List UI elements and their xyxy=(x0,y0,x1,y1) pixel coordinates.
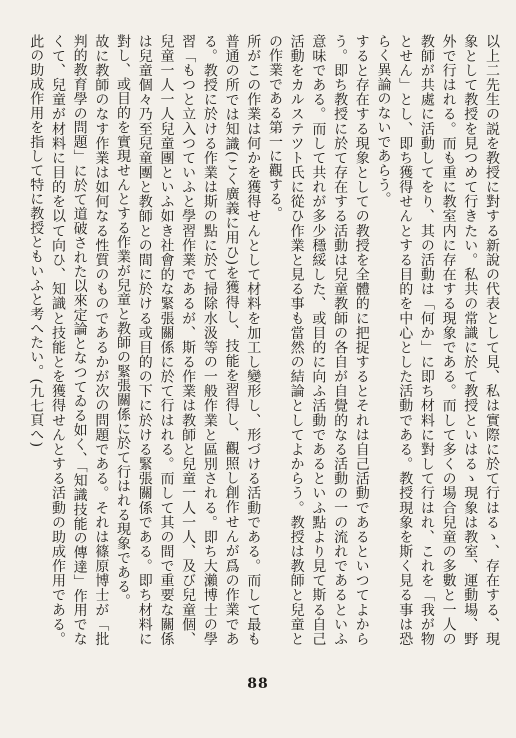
paragraph-4: 故に教師のなす作業は如何なる性質のものであるかが次の問題である。それは篠原博士が「批判的教育學の問題」に於て道破された以來定論となつてゐる如く、「知識技能の傳達」作用でなくて、兒童が材料に目的を以て向ひ、知識と技能とを獲得せんとする活動の助成作用である。此の助成作用を指して特に教授ともいふと考へたい。(九七頁へ) xyxy=(28,34,110,646)
body-text xyxy=(10,34,502,646)
page-number: 88 xyxy=(247,676,269,692)
paragraph-3: 所がこの作業は何かを獲得せんとして材料を加工し變形し、形づける活動である。而して最も普通の所では知識(こく廣義に用ひ)を獲得し、技能を習得し、觀照し創作せんが爲の作業である。教授に於ける作業は斯の點に於て掃除水汲等の一般作業と區別される。即ち大瀨博士の學習「もつと立入つていふと學習作業であるが、斯る作業は教師と兒童一人一人、及び兒童個、兒童一人一人兒童團といふ如き社會的な緊張關係に於て行はれる。而して其の間で重要な關係は兒童個々乃至兒童團と教師との間に於ける或目的の下に於ける緊張關係である。即ち材料に對し、或目的を實現せんとする作業が兒童と教師の緊張關係に於て行はれる現象である。 xyxy=(115,34,262,646)
paragraph-2: すると存在する現象としての教授を全體的に把捉するとそれは自己活動であるといつてよからう。即ち教授に於て存在する活動は兒童教師の各自が自覺的なる活動の一の流れであるといふ意味である。而して共れが多少穩綏した、或目的に向ふ活動であるといふ點より見て斯る自己活動をカルステツト氏に從ひ作業と見る事も當然の結論としてよからう。教授は教師と兒童との作業である第一に觀する。 xyxy=(266,34,370,646)
paragraph-1: 以上二先生の説を教授に對する新說の代表として見、私は實際に於て行はるゝ、存在する、現象として教授を見つめて行きたい。私共の常識に於て教授といはるゝ現象は教室、運動場、野外で行はれる。而も重に教室内に存在する現象である。而して多くの場合兒童の多數と一人の教師が共處に活動してをり、其の活動は「何か」に即ち材料に對して行はれ、これを「我が物とせん」とし、即ち獲得せんとする目的を中心とした活動である。教授現象を斯く見る事は恐らく異論のないであらう。 xyxy=(375,34,500,646)
